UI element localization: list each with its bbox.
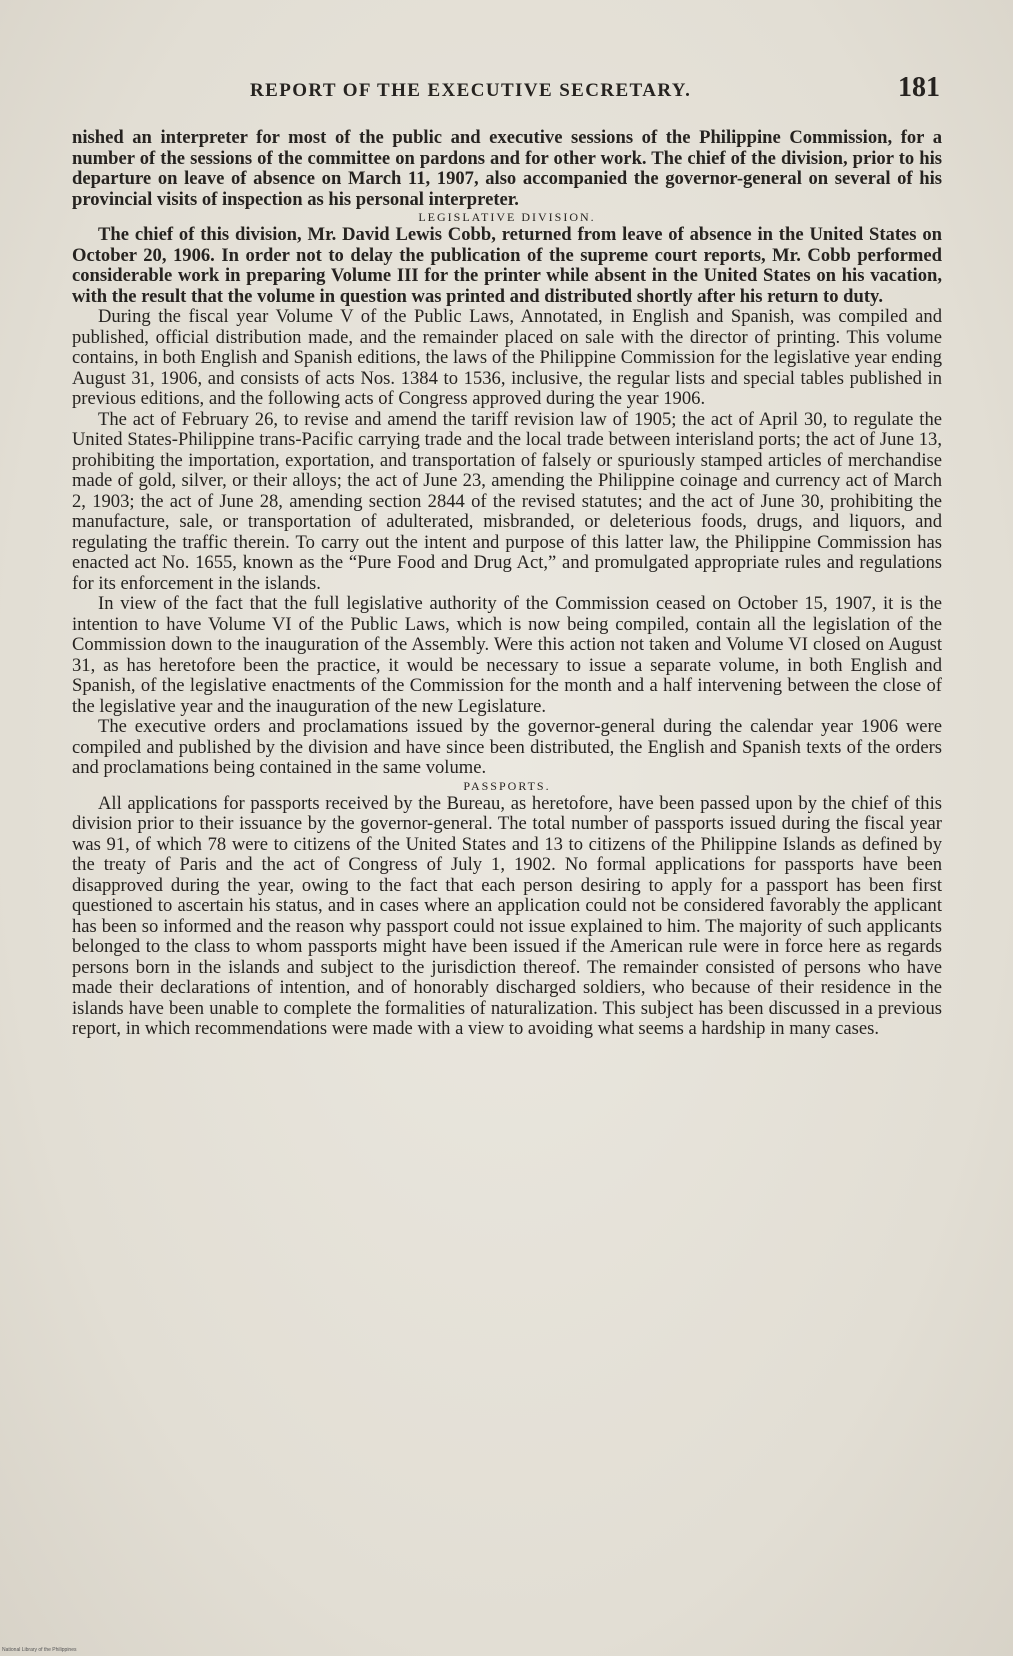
paragraph-volume-vi: In view of the fact that the full legislative authority of the Commission ceased on October 15, 1907, it is the intention to have Volume VI of the Public Laws, which is now being compiled, contain all the legislation of the Commission down to the inauguration of the Assembly. Were this action not taken and Volume VI closed on August 31, as has heretofore been the practice, it would be necessary to issue a separate volume, in both English and Spanish, of the legislative enactments of the Commission for the month and a half intervening between the close of the legislative year and the inauguration of the new Legislature. bbox=[72, 593, 942, 717]
page-header bbox=[70, 72, 940, 112]
paragraph-interpreter-continued: nished an interpreter for most of the public and executive sessions of the Philippine Commission, for a number of the sessions of the committee on pardons and for other work. The chief of the division, prior to his departure on leave of absence on March 11, 1907, also accompanied the governor-general on several of his provincial visits of inspection as his personal interpreter. bbox=[72, 127, 942, 210]
page-number: 181 bbox=[898, 72, 940, 103]
paragraph-acts-of-congress: The act of February 26, to revise and amend the tariff revision law of 1905; the act of April 30, to regulate the United States-Philippine trans-Pacific carrying trade and the local trade between interisland ports; the act of June 13, prohibiting the importation, exportation, and transportation of falsely or spuriously stamped articles of merchandise made of gold, silver, or their alloys; the act of June 23, amending the Philippine coinage and currency act of March 2, 1903; the act of June 28, amending section 2844 of the revised statutes; and the act of June 30, prohibiting the manufacture, sale, or transportation of adulterated, misbranded, or deleterious foods, drugs, and liquors, and regulating the traffic therein. To carry out the intent and purpose of this latter law, the Philippine Commission has enacted act No. 1655, known as the “Pure Food and Drug Act,” and promulgated appropriate rules and regulations for its enforcement in the islands. bbox=[72, 408, 942, 594]
passports-heading: PASSPORTS. bbox=[463, 778, 551, 793]
paragraph-executive-orders: The executive orders and proclamations issued by the governor-general during the calendar year 1906 were compiled and published by the division and have since been distributed, the English and Spanish texts of the orders and proclamations being contained in the same volume. bbox=[72, 716, 942, 778]
paragraph-chief-cobb: The chief of this division, Mr. David Lewis Cobb, returned from leave of absence in the United States on October 20, 1906. In order not to delay the publication of the supreme court reports, Mr. Cobb performed considerable work in preparing Volume III for the printer while absent in the United States on his vacation, with the result that the volume in question was printed and distributed shortly after his return to duty. bbox=[72, 224, 942, 307]
body-text bbox=[72, 128, 942, 1040]
paragraph-volume-v: During the fiscal year Volume V of the Public Laws, Annotated, in English and Spanish, was compiled and published, official distribution made, and the remainder placed on sale with the director of printing. This volume contains, in both English and Spanish editions, the laws of the Philippine Commission for the legislative year ending August 31, 1906, and consists of acts Nos. 1384 to 1536, inclusive, the regular lists and special tables published in previous editions, and the following acts of Congress approved during the year 1906. bbox=[72, 306, 942, 409]
paragraph-passports: All applications for passports received by the Bureau, as heretofore, have been passed upon by the chief of this division prior to their issuance by the governor-general. The total number of passports issued during the fiscal year was 91, of which 78 were to citizens of the United States and 13 to citizens of the Philippine Islands as defined by the treaty of Paris and the act of Congress of July 1, 1902. No formal applications for passports have been disapproved during the year, owing to the fact that each person desiring to apply for a passport has been first questioned to ascertain his status, and in cases where an application could not be considered favorably the applicant has been so informed and the reason why passport could not issue explained to him. The majority of such applicants belonged to the class to whom passports might have been issued if the American rule were in force here as regards persons born in the islands and subject to the jurisdiction thereof. The remainder consisted of persons who have made their declarations of intention, and of honorably discharged soldiers, who because of their residence in the islands have been unable to complete the formalities of naturalization. This subject has been discussed in a previous report, in which recommendations were made with a view to avoiding what seems a hardship in many cases. bbox=[72, 792, 942, 1039]
library-stamp: National Library of the Philippines bbox=[2, 1647, 77, 1653]
legislative-division-heading: LEGISLATIVE DIVISION. bbox=[418, 210, 596, 224]
running-head: REPORT OF THE EXECUTIVE SECRETARY. bbox=[250, 80, 692, 101]
